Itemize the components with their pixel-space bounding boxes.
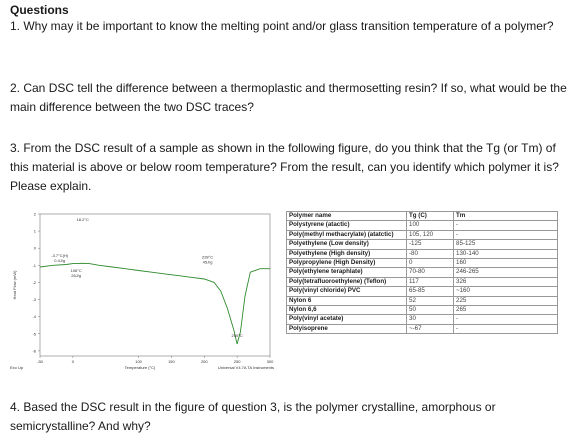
polymer-name-cell: Nylon 6,6	[287, 306, 407, 315]
table-row	[287, 296, 558, 305]
annotation-peak-bottom: 250°C	[231, 333, 243, 339]
header-tg: Tg (C)	[407, 212, 454, 221]
table-row	[287, 259, 558, 268]
tm-cell: -	[454, 324, 558, 333]
y-tick-label: -6	[32, 348, 36, 354]
tg-cell: -80	[407, 249, 454, 258]
polymer-name-cell: Nylon 6	[287, 296, 407, 305]
y-tick-label: -4	[32, 314, 36, 320]
polymer-name-cell: Polyethylene (High density)	[287, 249, 407, 258]
tm-cell: 326	[454, 277, 558, 286]
annotation-left: 0.4J/g	[54, 257, 66, 263]
header-tm: Tm	[454, 212, 558, 221]
x-tick-label: 250	[233, 359, 241, 364]
annotation-peak-top: 18.2°C	[76, 216, 89, 222]
tg-cell: 50	[407, 306, 454, 315]
question-3: 3. From the DSC result of a sample as shown in the following figure, do you think that the Tg (or Tm) of this material is above or below room temperature? From the result, can you identify which polymer it is? Please explain.	[10, 141, 559, 193]
annotation-right: 45J/g	[202, 259, 213, 265]
table-row	[287, 315, 558, 324]
annotation-mid: 26J/g	[71, 273, 82, 279]
y-tick-label: -1	[32, 262, 36, 268]
y-tick-label: 2	[33, 211, 36, 217]
tm-cell: 130-140	[454, 249, 558, 258]
tg-cell: 52	[407, 296, 454, 305]
tm-cell: 265	[454, 306, 558, 315]
x-tick-label: 0	[71, 359, 74, 364]
question-2: 2. Can DSC tell the difference between a thermoplastic and thermosetting resin? If so, what would be the main difference between the two DSC traces?	[10, 81, 567, 114]
tm-cell: -	[454, 230, 558, 239]
dsc-chart-svg	[8, 206, 276, 371]
annotation-right: 228°C	[201, 254, 214, 260]
question-1: 1. Why may it be important to know the melting point and/or glass transition temperature of a polymer?	[10, 19, 554, 33]
polymer-name-cell: Poly(ethylene teraphlate)	[287, 268, 407, 277]
table-row	[287, 230, 558, 239]
table-row	[287, 277, 558, 286]
table-row	[287, 268, 558, 277]
y-tick-label: -5	[32, 331, 36, 337]
tg-cell: -125	[407, 240, 454, 249]
y-tick-label: -2	[32, 279, 36, 285]
tm-cell: 225	[454, 296, 558, 305]
table-row	[287, 287, 558, 296]
polymer-table-header	[287, 212, 558, 221]
tm-cell: 246-265	[454, 268, 558, 277]
instrument-label: Universal V4.7A TA Instruments	[217, 365, 274, 370]
polymer-name-cell: Polyisoprene	[287, 324, 407, 333]
polymer-name-cell: Poly(vinyl chloride) PVC	[287, 287, 407, 296]
tg-cell: 105, 120	[407, 230, 454, 239]
x-tick-label: 300	[266, 359, 274, 364]
question-4: 4. Based the DSC result in the figure of question 3, is the polymer crystalline, amorphous or semicrystalline? And why?	[10, 400, 496, 433]
x-tick-label: -50	[37, 359, 43, 364]
y-tick-label: 0	[33, 245, 36, 251]
polymer-name-cell: Poly(vinyl acetate)	[287, 315, 407, 324]
dsc-chart	[8, 206, 276, 371]
y-axis-title: Heat Flow (mW)	[12, 270, 17, 300]
x-tick-label: 200	[200, 359, 208, 364]
tm-cell: ~160	[454, 287, 558, 296]
x-tick-label: 150	[168, 359, 175, 364]
polymer-table	[286, 211, 558, 334]
table-row	[287, 249, 558, 258]
tg-cell: 30	[407, 315, 454, 324]
table-row	[287, 324, 558, 333]
polymer-name-cell: Polypropylene (High Density)	[287, 259, 407, 268]
tg-cell: 100	[407, 221, 454, 230]
exo-up-label: Exo Up	[10, 365, 24, 370]
tg-cell: 117	[407, 277, 454, 286]
y-tick-label: 1	[33, 228, 36, 234]
questions-heading: Questions	[10, 3, 69, 17]
table-row	[287, 221, 558, 230]
x-tick-label: 100	[135, 359, 142, 364]
annotation-left: -3.7°C(H)	[51, 252, 69, 258]
y-tick-label: -3	[32, 297, 36, 303]
tg-cell: 70-80	[407, 268, 454, 277]
tm-cell: 160	[454, 259, 558, 268]
tm-cell: 85-125	[454, 240, 558, 249]
polymer-name-cell: Poly(methyl methacrylate) (atatctic)	[287, 230, 407, 239]
header-polymer-name: Polymer name	[287, 212, 407, 221]
annotation-mid: 106°C	[70, 268, 82, 274]
polymer-name-cell: Poly(tetrafluoroethylene) (Teflon)	[287, 277, 407, 286]
tm-cell: -	[454, 221, 558, 230]
x-axis-title: Temperature (°C)	[124, 365, 156, 370]
table-row	[287, 306, 558, 315]
tg-cell: 65-85	[407, 287, 454, 296]
polymer-name-cell: Polyethylene (Low density)	[287, 240, 407, 249]
polymer-name-cell: Polystyrene (atactic)	[287, 221, 407, 230]
tm-cell: -	[454, 315, 558, 324]
table-row	[287, 240, 558, 249]
tg-cell: ~-67	[407, 324, 454, 333]
dsc-figure	[8, 206, 564, 371]
tg-cell: 0	[407, 259, 454, 268]
